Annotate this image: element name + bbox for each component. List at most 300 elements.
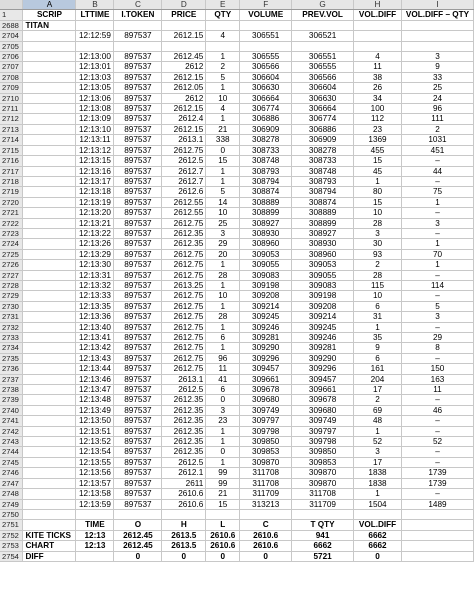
- cell[interactable]: VOL.DIFF: [354, 10, 402, 20]
- cell[interactable]: [23, 62, 76, 72]
- cell[interactable]: 12:13:19: [76, 197, 114, 207]
- cell[interactable]: 12:13:26: [76, 239, 114, 249]
- cell[interactable]: 306886: [292, 124, 354, 134]
- cell[interactable]: PRICE: [162, 10, 206, 20]
- row-number[interactable]: 2742: [0, 426, 23, 436]
- cell[interactable]: 69: [354, 405, 402, 415]
- cell[interactable]: 28: [354, 270, 402, 280]
- cell[interactable]: 2: [354, 260, 402, 270]
- row-number[interactable]: 2721: [0, 208, 23, 218]
- cell[interactable]: 12:13:15: [76, 156, 114, 166]
- cell[interactable]: 6: [354, 353, 402, 363]
- cell[interactable]: 2613.1: [162, 135, 206, 145]
- cell[interactable]: 2612.5: [162, 385, 206, 395]
- cell[interactable]: [401, 31, 473, 41]
- cell[interactable]: LTTIME: [76, 10, 114, 20]
- cell[interactable]: 309798: [240, 426, 292, 436]
- cell[interactable]: 897537: [114, 228, 162, 238]
- cell[interactable]: 2612.75: [162, 353, 206, 363]
- cell[interactable]: 1: [206, 301, 240, 311]
- cell[interactable]: 311708: [240, 478, 292, 488]
- cell[interactable]: [292, 41, 354, 51]
- cell[interactable]: [206, 20, 240, 30]
- cell[interactable]: [23, 447, 76, 457]
- cell[interactable]: VOLUME: [240, 10, 292, 20]
- cell[interactable]: 308874: [292, 197, 354, 207]
- cell[interactable]: 309281: [292, 343, 354, 353]
- cell[interactable]: 2613.5: [162, 530, 206, 540]
- cell[interactable]: [354, 509, 402, 519]
- cell[interactable]: 309749: [292, 416, 354, 426]
- cell[interactable]: 1: [206, 322, 240, 332]
- cell[interactable]: 897537: [114, 343, 162, 353]
- cell[interactable]: –: [401, 322, 473, 332]
- cell[interactable]: 308930: [240, 228, 292, 238]
- cell[interactable]: 9: [354, 343, 402, 353]
- cell[interactable]: 2612.75: [162, 322, 206, 332]
- column-header-g[interactable]: G: [292, 0, 354, 10]
- cell[interactable]: [23, 489, 76, 499]
- cell[interactable]: 0: [206, 551, 240, 561]
- row-number[interactable]: 2728: [0, 280, 23, 290]
- cell[interactable]: 897537: [114, 187, 162, 197]
- cell[interactable]: 306551: [240, 31, 292, 41]
- cell[interactable]: [76, 20, 114, 30]
- cell[interactable]: [23, 478, 76, 488]
- cell[interactable]: 897537: [114, 353, 162, 363]
- cell[interactable]: [23, 509, 76, 519]
- cell[interactable]: 5721: [292, 551, 354, 561]
- row-number[interactable]: 2752: [0, 530, 23, 540]
- cell[interactable]: 309678: [292, 395, 354, 405]
- cell[interactable]: 306551: [292, 52, 354, 62]
- cell[interactable]: 451: [401, 145, 473, 155]
- cell[interactable]: 12:13:44: [76, 364, 114, 374]
- cell[interactable]: 12:13:03: [76, 72, 114, 82]
- cell[interactable]: 309797: [292, 426, 354, 436]
- cell[interactable]: 3: [401, 312, 473, 322]
- row-number[interactable]: 2718: [0, 176, 23, 186]
- row-number[interactable]: 2754: [0, 551, 23, 561]
- cell[interactable]: [23, 405, 76, 415]
- cell[interactable]: 70: [401, 249, 473, 259]
- cell[interactable]: 1838: [354, 478, 402, 488]
- cell[interactable]: 309055: [240, 260, 292, 270]
- cell[interactable]: 52: [354, 437, 402, 447]
- cell[interactable]: [292, 509, 354, 519]
- cell[interactable]: 897537: [114, 333, 162, 343]
- cell[interactable]: –: [401, 156, 473, 166]
- cell[interactable]: 1: [354, 322, 402, 332]
- cell[interactable]: 2612.75: [162, 218, 206, 228]
- cell[interactable]: 1504: [354, 499, 402, 509]
- row-number[interactable]: 2730: [0, 301, 23, 311]
- cell[interactable]: 33: [401, 72, 473, 82]
- cell[interactable]: 12:13:31: [76, 270, 114, 280]
- cell[interactable]: 309296: [240, 353, 292, 363]
- cell[interactable]: 15: [354, 197, 402, 207]
- cell[interactable]: 306774: [240, 104, 292, 114]
- cell[interactable]: [23, 457, 76, 467]
- cell[interactable]: 10: [206, 93, 240, 103]
- cell[interactable]: 1739: [401, 478, 473, 488]
- cell[interactable]: 309296: [292, 364, 354, 374]
- row-number[interactable]: 2740: [0, 405, 23, 415]
- cell[interactable]: 0: [206, 447, 240, 457]
- cell[interactable]: 308889: [240, 197, 292, 207]
- row-number[interactable]: 2744: [0, 447, 23, 457]
- cell[interactable]: 306664: [240, 93, 292, 103]
- cell[interactable]: 897537: [114, 322, 162, 332]
- column-header-i[interactable]: I: [401, 0, 473, 10]
- cell[interactable]: [23, 301, 76, 311]
- cell[interactable]: 0: [240, 551, 292, 561]
- cell[interactable]: 2610.6: [162, 499, 206, 509]
- cell[interactable]: –: [401, 228, 473, 238]
- cell[interactable]: 2610.6: [206, 541, 240, 551]
- cell[interactable]: 306630: [292, 93, 354, 103]
- cell[interactable]: 114: [401, 280, 473, 290]
- cell[interactable]: [23, 364, 76, 374]
- cell[interactable]: 12:13: [76, 541, 114, 551]
- cell[interactable]: 897537: [114, 499, 162, 509]
- cell[interactable]: 309245: [240, 312, 292, 322]
- cell[interactable]: 1: [206, 83, 240, 93]
- cell[interactable]: [23, 176, 76, 186]
- cell[interactable]: CHART: [23, 541, 76, 551]
- cell[interactable]: 309870: [240, 457, 292, 467]
- cell[interactable]: [23, 249, 76, 259]
- column-header-f[interactable]: F: [240, 0, 292, 10]
- row-number[interactable]: 2727: [0, 270, 23, 280]
- cell[interactable]: 6: [206, 333, 240, 343]
- cell[interactable]: [206, 509, 240, 519]
- cell[interactable]: 3: [401, 52, 473, 62]
- cell[interactable]: 308927: [240, 218, 292, 228]
- cell[interactable]: 10: [206, 208, 240, 218]
- cell[interactable]: 1: [401, 197, 473, 207]
- column-header-b[interactable]: B: [76, 0, 114, 10]
- cell[interactable]: 12:13:42: [76, 343, 114, 353]
- cell[interactable]: 3: [206, 228, 240, 238]
- cell[interactable]: H: [162, 520, 206, 530]
- row-number[interactable]: 2737: [0, 374, 23, 384]
- cell[interactable]: 309083: [240, 270, 292, 280]
- cell[interactable]: [23, 437, 76, 447]
- cell[interactable]: [240, 41, 292, 51]
- cell[interactable]: 308899: [292, 218, 354, 228]
- cell[interactable]: 897537: [114, 208, 162, 218]
- cell[interactable]: 309457: [292, 374, 354, 384]
- cell[interactable]: 12:13:48: [76, 395, 114, 405]
- cell[interactable]: 309055: [292, 270, 354, 280]
- cell[interactable]: –: [401, 426, 473, 436]
- cell[interactable]: VOL.DIFF: [354, 520, 402, 530]
- cell[interactable]: 309053: [292, 260, 354, 270]
- cell[interactable]: TIME: [76, 520, 114, 530]
- cell[interactable]: 34: [354, 93, 402, 103]
- cell[interactable]: 10: [354, 291, 402, 301]
- cell[interactable]: 44: [401, 166, 473, 176]
- cell[interactable]: 12:13:51: [76, 426, 114, 436]
- cell[interactable]: 309245: [292, 322, 354, 332]
- cell[interactable]: 6: [206, 385, 240, 395]
- cell[interactable]: 17: [354, 385, 402, 395]
- cell[interactable]: TITAN: [23, 20, 76, 30]
- cell[interactable]: 897537: [114, 301, 162, 311]
- cell[interactable]: 306566: [240, 62, 292, 72]
- cell[interactable]: [23, 156, 76, 166]
- row-number[interactable]: 2705: [0, 41, 23, 51]
- cell[interactable]: 2612.75: [162, 291, 206, 301]
- cell[interactable]: 2: [401, 124, 473, 134]
- cell[interactable]: 12:13:20: [76, 208, 114, 218]
- cell[interactable]: [114, 509, 162, 519]
- cell[interactable]: 12:13:55: [76, 457, 114, 467]
- cell[interactable]: 2612.15: [162, 124, 206, 134]
- cell[interactable]: 2612.75: [162, 301, 206, 311]
- cell[interactable]: 897537: [114, 374, 162, 384]
- cell[interactable]: 897537: [114, 385, 162, 395]
- cell[interactable]: 2612.35: [162, 447, 206, 457]
- cell[interactable]: 309246: [292, 333, 354, 343]
- cell[interactable]: O: [114, 520, 162, 530]
- cell[interactable]: [23, 197, 76, 207]
- cell[interactable]: [23, 395, 76, 405]
- cell[interactable]: 2612.35: [162, 426, 206, 436]
- cell[interactable]: QTY: [206, 10, 240, 20]
- column-header-c[interactable]: C: [114, 0, 162, 10]
- cell[interactable]: 309797: [240, 416, 292, 426]
- cell[interactable]: [23, 520, 76, 530]
- cell[interactable]: 2612.4: [162, 114, 206, 124]
- cell[interactable]: 897537: [114, 437, 162, 447]
- cell[interactable]: 311709: [292, 499, 354, 509]
- cell[interactable]: 12:13:33: [76, 291, 114, 301]
- cell[interactable]: 309680: [292, 405, 354, 415]
- cell[interactable]: 2612.35: [162, 405, 206, 415]
- cell[interactable]: 2612.35: [162, 239, 206, 249]
- cell[interactable]: 306521: [292, 31, 354, 41]
- cell[interactable]: 1: [354, 489, 402, 499]
- cell[interactable]: 99: [206, 468, 240, 478]
- row-number[interactable]: 2736: [0, 364, 23, 374]
- row-number[interactable]: 2706: [0, 52, 23, 62]
- cell[interactable]: 1: [206, 457, 240, 467]
- cell[interactable]: [23, 270, 76, 280]
- row-number[interactable]: 2746: [0, 468, 23, 478]
- cell[interactable]: 306664: [292, 104, 354, 114]
- row-number[interactable]: 2747: [0, 478, 23, 488]
- cell[interactable]: –: [401, 447, 473, 457]
- cell[interactable]: 0: [206, 145, 240, 155]
- cell[interactable]: 12:13:56: [76, 468, 114, 478]
- row-number[interactable]: 2716: [0, 156, 23, 166]
- cell[interactable]: 1: [206, 260, 240, 270]
- cell[interactable]: 897537: [114, 52, 162, 62]
- cell[interactable]: 308874: [240, 187, 292, 197]
- cell[interactable]: [23, 416, 76, 426]
- cell[interactable]: 309870: [292, 468, 354, 478]
- cell[interactable]: 1838: [354, 468, 402, 478]
- cell[interactable]: 309680: [240, 395, 292, 405]
- cell[interactable]: 897537: [114, 270, 162, 280]
- cell[interactable]: 5: [206, 72, 240, 82]
- cell[interactable]: 897537: [114, 114, 162, 124]
- cell[interactable]: –: [401, 176, 473, 186]
- cell[interactable]: 12:13:30: [76, 260, 114, 270]
- cell[interactable]: [292, 20, 354, 30]
- cell[interactable]: [354, 20, 402, 30]
- cell[interactable]: 0: [354, 551, 402, 561]
- column-header-d[interactable]: D: [162, 0, 206, 10]
- cell[interactable]: 12:13:59: [76, 499, 114, 509]
- cell[interactable]: 897537: [114, 93, 162, 103]
- cell[interactable]: 6: [354, 301, 402, 311]
- cell[interactable]: 2612: [162, 93, 206, 103]
- row-number[interactable]: 2712: [0, 114, 23, 124]
- cell[interactable]: 1: [354, 426, 402, 436]
- cell[interactable]: 308793: [240, 166, 292, 176]
- cell[interactable]: 25: [401, 83, 473, 93]
- cell[interactable]: 28: [354, 218, 402, 228]
- cell[interactable]: 12:13:50: [76, 416, 114, 426]
- cell[interactable]: 308748: [240, 156, 292, 166]
- cell[interactable]: L: [206, 520, 240, 530]
- cell[interactable]: 2612.35: [162, 437, 206, 447]
- cell[interactable]: 308793: [292, 176, 354, 186]
- row-number[interactable]: 2724: [0, 239, 23, 249]
- row-number[interactable]: 2725: [0, 249, 23, 259]
- cell[interactable]: [401, 530, 473, 540]
- cell[interactable]: 306774: [292, 114, 354, 124]
- row-number[interactable]: 2739: [0, 395, 23, 405]
- row-number[interactable]: 2753: [0, 541, 23, 551]
- cell[interactable]: 2: [206, 62, 240, 72]
- cell[interactable]: 17: [354, 457, 402, 467]
- cell[interactable]: 12:13:17: [76, 176, 114, 186]
- cell[interactable]: 2612.75: [162, 312, 206, 322]
- cell[interactable]: [23, 468, 76, 478]
- cell[interactable]: 897537: [114, 239, 162, 249]
- select-all-corner[interactable]: [0, 0, 23, 10]
- cell[interactable]: 306566: [292, 72, 354, 82]
- cell[interactable]: 20: [206, 249, 240, 259]
- row-number[interactable]: 2731: [0, 312, 23, 322]
- cell[interactable]: 306604: [292, 83, 354, 93]
- cell[interactable]: 96: [206, 353, 240, 363]
- cell[interactable]: 306555: [240, 52, 292, 62]
- cell[interactable]: 309798: [292, 437, 354, 447]
- cell[interactable]: 12:13:52: [76, 437, 114, 447]
- cell[interactable]: [23, 353, 76, 363]
- column-header-e[interactable]: E: [206, 0, 240, 10]
- cell[interactable]: [23, 72, 76, 82]
- cell[interactable]: 308930: [292, 239, 354, 249]
- cell[interactable]: [401, 520, 473, 530]
- cell[interactable]: 24: [401, 93, 473, 103]
- cell[interactable]: 897537: [114, 405, 162, 415]
- cell[interactable]: 897537: [114, 457, 162, 467]
- cell[interactable]: 52: [401, 437, 473, 447]
- cell[interactable]: 308278: [292, 145, 354, 155]
- cell[interactable]: 31: [354, 312, 402, 322]
- cell[interactable]: 9: [401, 62, 473, 72]
- row-number[interactable]: 2711: [0, 104, 23, 114]
- cell[interactable]: [23, 187, 76, 197]
- cell[interactable]: 2612.75: [162, 270, 206, 280]
- cell[interactable]: 308733: [292, 156, 354, 166]
- cell[interactable]: 12:12:59: [76, 31, 114, 41]
- cell[interactable]: 23: [206, 416, 240, 426]
- cell[interactable]: 897537: [114, 218, 162, 228]
- cell[interactable]: 100: [354, 104, 402, 114]
- row-number[interactable]: 2735: [0, 353, 23, 363]
- cell[interactable]: 26: [354, 83, 402, 93]
- cell[interactable]: 897537: [114, 62, 162, 72]
- cell[interactable]: 12:13:58: [76, 489, 114, 499]
- cell[interactable]: 2612: [162, 62, 206, 72]
- cell[interactable]: 897537: [114, 31, 162, 41]
- cell[interactable]: 2613.5: [162, 541, 206, 551]
- cell[interactable]: 309850: [240, 437, 292, 447]
- row-number[interactable]: 1: [0, 10, 23, 20]
- row-number[interactable]: 2726: [0, 260, 23, 270]
- cell[interactable]: 1: [206, 426, 240, 436]
- cell[interactable]: [23, 166, 76, 176]
- cell[interactable]: 309661: [240, 374, 292, 384]
- cell[interactable]: 12:13:43: [76, 353, 114, 363]
- row-number[interactable]: 2729: [0, 291, 23, 301]
- cell[interactable]: 15: [354, 156, 402, 166]
- cell[interactable]: 2612.1: [162, 468, 206, 478]
- cell[interactable]: –: [401, 353, 473, 363]
- cell[interactable]: 309661: [292, 385, 354, 395]
- cell[interactable]: 306555: [292, 62, 354, 72]
- cell[interactable]: 2612.45: [162, 52, 206, 62]
- cell[interactable]: [23, 124, 76, 134]
- cell[interactable]: 29: [401, 333, 473, 343]
- cell[interactable]: 41: [206, 374, 240, 384]
- cell[interactable]: 311708: [292, 489, 354, 499]
- row-number[interactable]: 2738: [0, 385, 23, 395]
- row-number[interactable]: 2743: [0, 437, 23, 447]
- cell[interactable]: 4: [206, 104, 240, 114]
- cell[interactable]: [240, 20, 292, 30]
- cell[interactable]: 204: [354, 374, 402, 384]
- cell[interactable]: 897537: [114, 416, 162, 426]
- cell[interactable]: 5: [401, 301, 473, 311]
- row-number[interactable]: 2749: [0, 499, 23, 509]
- row-number[interactable]: 2713: [0, 124, 23, 134]
- cell[interactable]: [23, 280, 76, 290]
- cell[interactable]: 897537: [114, 312, 162, 322]
- cell[interactable]: 897537: [114, 468, 162, 478]
- cell[interactable]: 2612.75: [162, 260, 206, 270]
- cell[interactable]: 897537: [114, 249, 162, 259]
- cell[interactable]: 2612.05: [162, 83, 206, 93]
- cell[interactable]: 1: [206, 280, 240, 290]
- cell[interactable]: 10: [206, 291, 240, 301]
- cell[interactable]: PREV.VOL: [292, 10, 354, 20]
- cell[interactable]: [23, 135, 76, 145]
- cell[interactable]: KITE TICKS: [23, 530, 76, 540]
- cell[interactable]: 455: [354, 145, 402, 155]
- cell[interactable]: 897537: [114, 426, 162, 436]
- cell[interactable]: 2612.35: [162, 395, 206, 405]
- cell[interactable]: 12:13:05: [76, 83, 114, 93]
- cell[interactable]: 28: [206, 270, 240, 280]
